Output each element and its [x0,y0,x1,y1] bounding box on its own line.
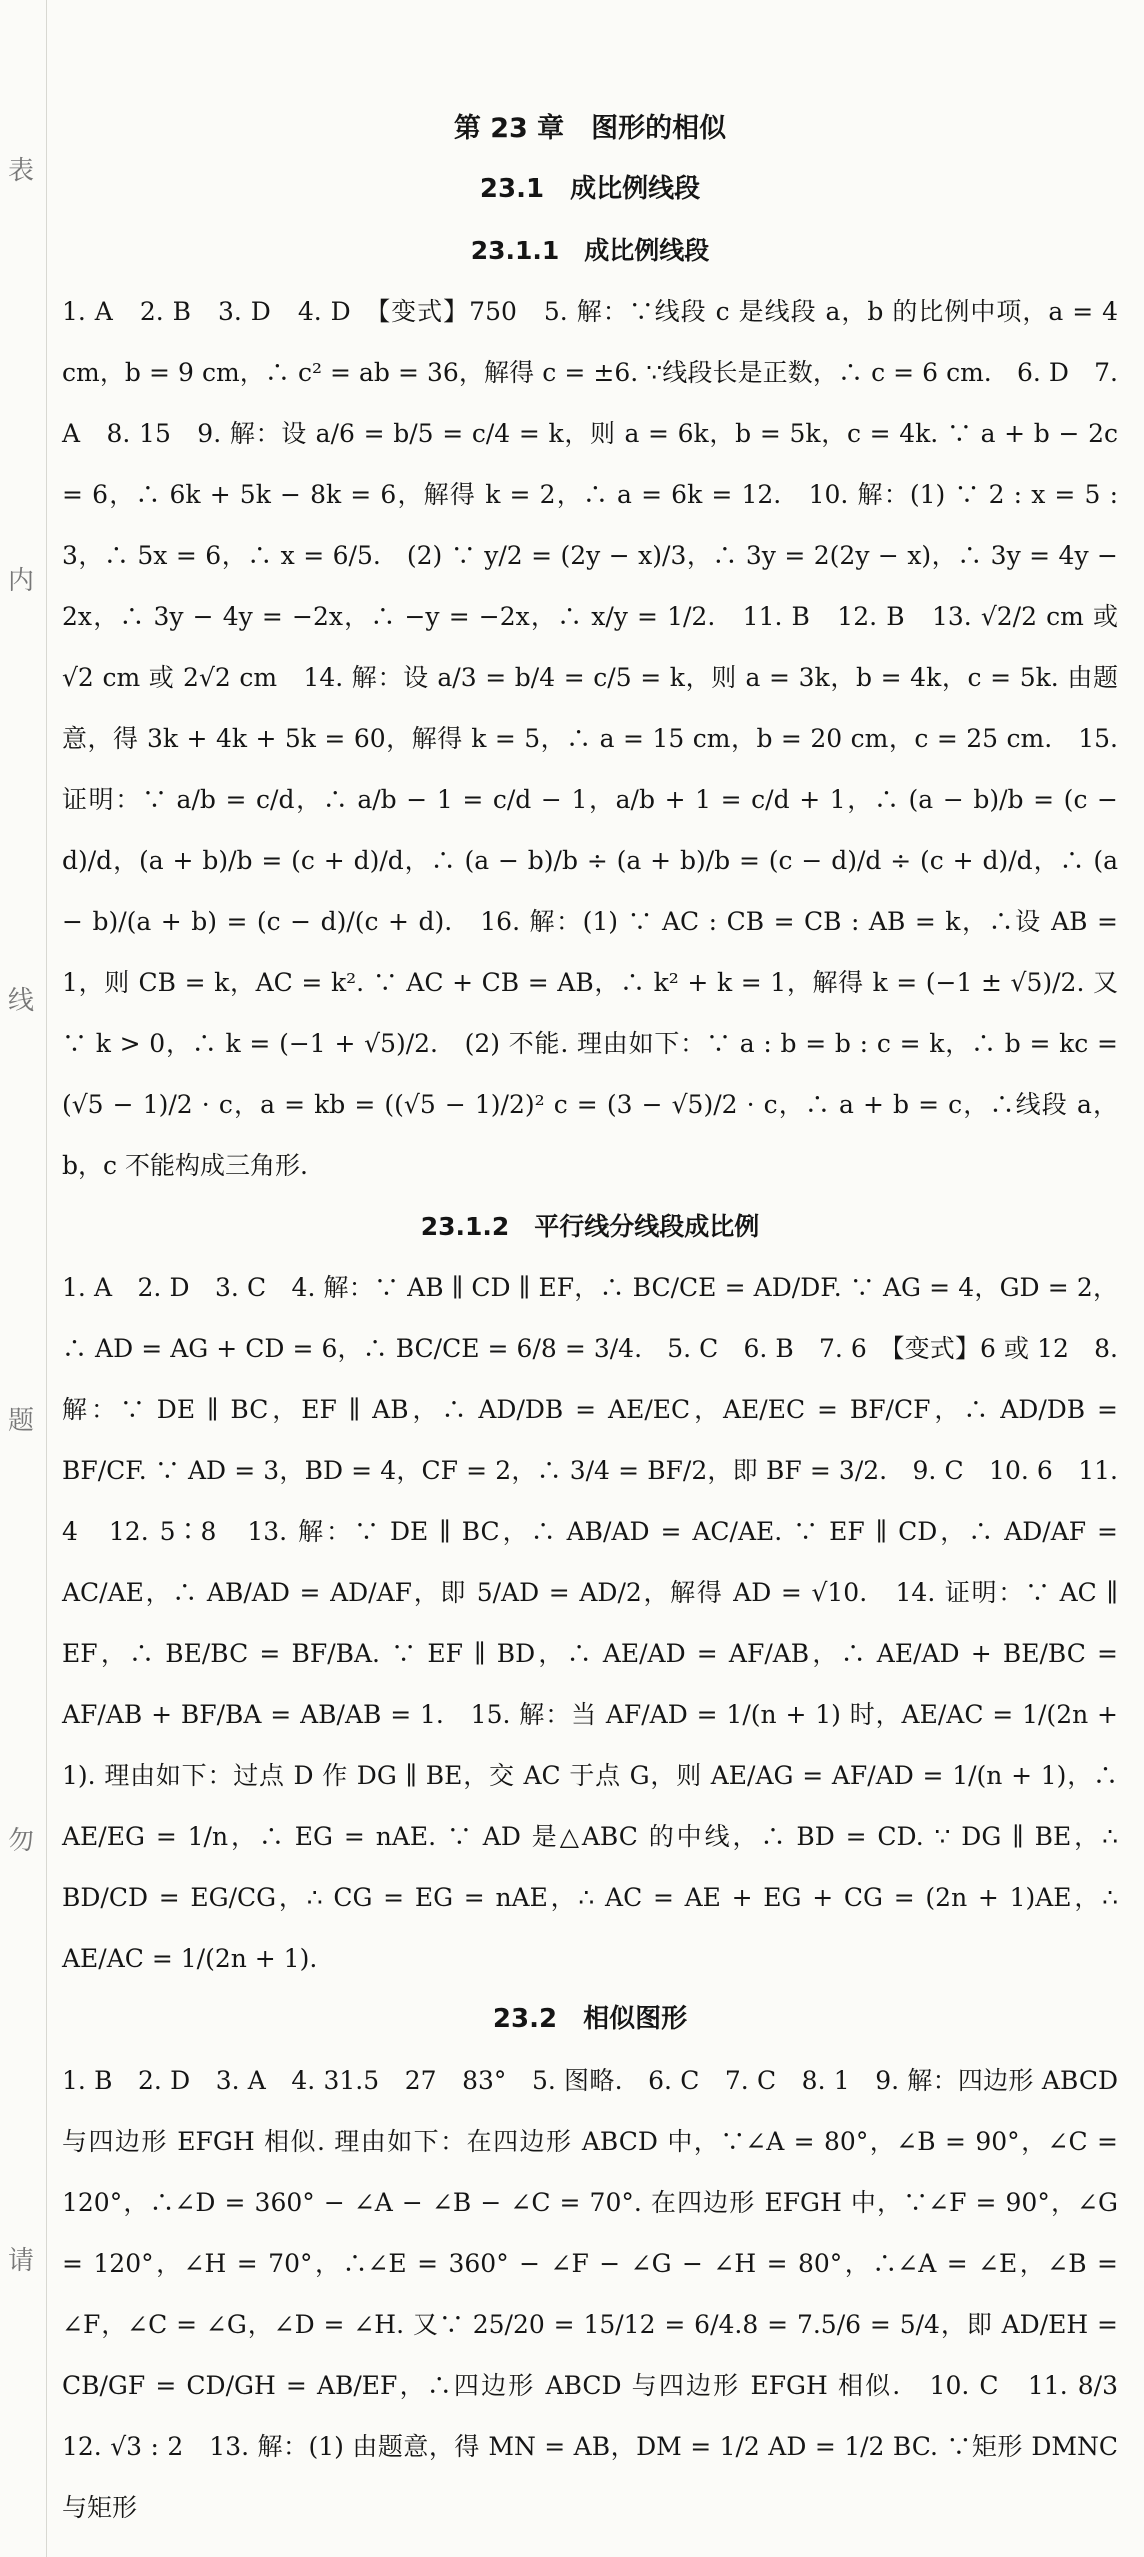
binding-mark: 勿 [8,1826,35,1856]
chapter-title: 第 23 章 图形的相似 [453,113,727,144]
binding-mark: 题 [8,1406,35,1436]
binding-margin [0,0,47,2557]
binding-mark: 请 [8,2246,35,2276]
answer-block: 1. B 2. D 3. A 4. 31.5 27 83° 5. 图略. 6. C 7. C 8. 1 9. 解：四边形 ABCD 与四边形 EFGH 相似. 理由如下：在四边形 ABCD 中，∵∠A = 80°，∠B = 90°，∠C = 120°，∴∠D = 360° − ∠A − ∠B − ∠C = 70°. 在四边形 EFGH 中，∵∠F = 90°，∠G = 120°，∠H = 70°，∴∠E = 360° − ∠F − ∠G − ∠H = 80°，∴∠A = ∠E，∠B = ∠F，∠C = ∠G，∠D = ∠H. 又∵ 25/20 = 15/12 = 6/4.8 = 7.5/6 = 5/4，即 AD/EH = CB/GF = CD/GH = AB/EF，∴四边形 ABCD 与四边形 EFGH 相似. 10. C 11. 8/3 12. √3 : 2 13. 解：(1) 由题意，得 MN = AB，DM = 1/2 AD = 1/2 BC. ∵矩形 DMNC 与矩形 [62,2066,1144,2522]
subsection-title: 23.1.2 平行线分线段成比例 [420,1212,760,1241]
section-title: 23.1 成比例线段 [479,174,701,204]
binding-mark: 内 [8,566,35,596]
answer-page [62,98,1144,2538]
binding-mark: 线 [8,986,35,1016]
answer-block: 1. A 2. D 3. C 4. 解：∵ AB ∥ CD ∥ EF，∴ BC/CE = AD/DF. ∵ AG = 4，GD = 2，∴ AD = AG + CD = 6，∴ BC/CE = 6/8 = 3/4. 5. C 6. B 7. 6 【变式】6 或 12 8. 解：∵ DE ∥ BC，EF ∥ AB，∴ AD/DB = AE/EC，AE/EC = BF/CF，∴ AD/DB = BF/CF. ∵ AD = 3，BD = 4，CF = 2，∴ 3/4 = BF/2，即 BF = 3/2. 9. C 10. 6 11. 4 12. 5∶8 13. 解：∵ DE ∥ BC，∴ AB/AD = AC/AE. ∵ EF ∥ CD，∴ AD/AF = AC/AE，∴ AB/AD = AD/AF，即 5/AD = AD/2，解得 AD = √10. 14. 证明：∵ AC ∥ EF，∴ BE/BC = BF/BA. ∵ EF ∥ BD，∴ AE/AD = AF/AB，∴ AE/AD + BE/BC = AF/AB + BF/BA = AB/AB = 1. 15. 解：当 AF/AD = 1/(n + 1) 时，AE/AC = 1/(2n + 1). 理由如下：过点 D 作 DG ∥ BE，交 AC 于点 G，则 AE/AG = AF/AD = 1/(n + 1)，∴ AE/EG = 1/n，∴ EG = nAE. ∵ AD 是△ABC 的中线，∴ BD = CD. ∵ DG ∥ BE，∴ BD/CD = EG/CG，∴ CG = EG = nAE，∴ AC = AE + EG + CG = (2n + 1)AE，∴ AE/AC = 1/(2n + 1). [62,1273,1118,1973]
subsection-title: 23.1.1 成比例线段 [470,236,710,265]
binding-mark: 表 [8,156,35,186]
section-title: 23.2 相似图形 [492,2004,688,2034]
answer-block: 1. A 2. B 3. D 4. D 【变式】750 5. 解：∵线段 c 是线段 a，b 的比例中项，a = 4 cm，b = 9 cm，∴ c² = ab = 36，解得 c = ±6. ∵线段长是正数，∴ c = 6 cm. 6. D 7. A 8. 15 9. 解：设 a/6 = b/5 = c/4 = k，则 a = 6k，b = 5k，c = 4k. ∵ a + b − 2c = 6，∴ 6k + 5k − 8k = 6，解得 k = 2，∴ a = 6k = 12. 10. 解：(1) ∵ 2 : x = 5 : 3，∴ 5x = 6，∴ x = 6/5. (2) ∵ y/2 = (2y − x)/3，∴ 3y = 2(2y − x)，∴ 3y = 4y − 2x，∴ 3y − 4y = −2x，∴ −y = −2x，∴ x/y = 1/2. 11. B 12. B 13. √2/2 cm 或 √2 cm 或 2√2 cm 14. 解：设 a/3 = b/4 = c/5 = k，则 a = 3k，b = 4k，c = 5k. 由题意，得 3k + 4k + 5k = 60，解得 k = 5，∴ a = 15 cm，b = 20 cm，c = 25 cm. 15. 证明：∵ a/b = c/d，∴ a/b − 1 = c/d − 1，a/b + 1 = c/d + 1，∴ (a − b)/b = (c − d)/d，(a + b)/b = (c + d)/d，∴ (a − b)/b ÷ (a + b)/b = (c − d)/d ÷ (c + d)/d，∴ (a − b)/(a + b) = (c − d)/(c + d). 16. 解：(1) ∵ AC : CB = CB : AB = k，∴设 AB = 1，则 CB = k，AC = k². ∵ AC + CB = AB，∴ k² + k = 1，解得 k = (−1 ± √5)/2. 又∵ k > 0，∴ k = (−1 + √5)/2. (2) 不能. 理由如下：∵ a : b = b : c = k，∴ b = kc = (√5 − 1)/2 · c，a = kb = ((√5 − 1)/2)² c = (3 − √5)/2 · c，∴ a + b = c，∴线段 a，b，c 不能构成三角形. [62,297,1118,1180]
